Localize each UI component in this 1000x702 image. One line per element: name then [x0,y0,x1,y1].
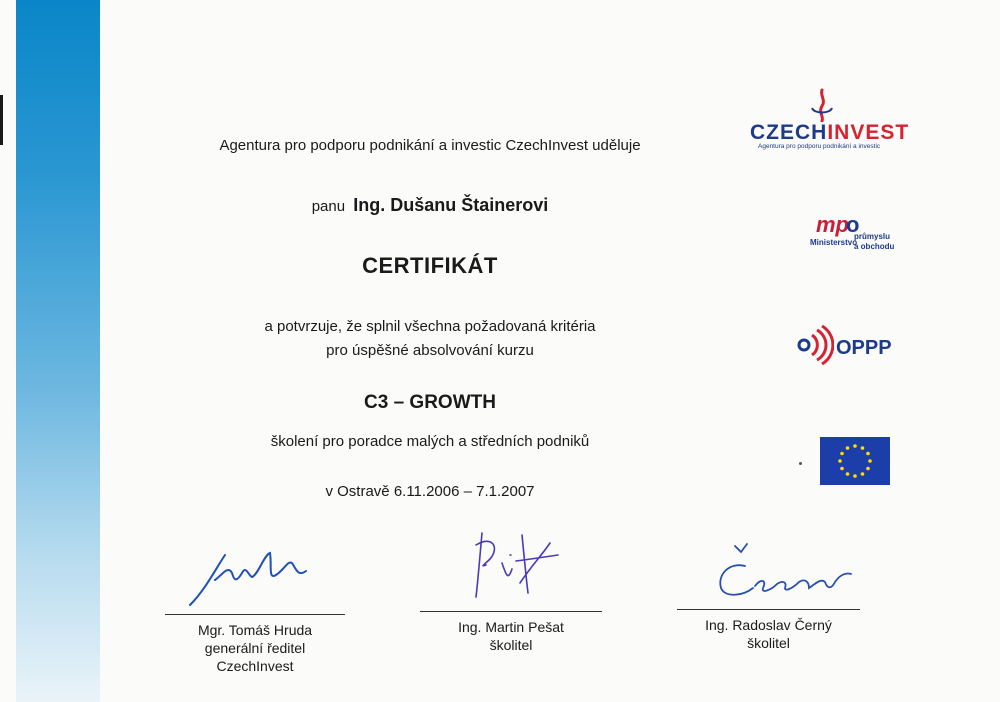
mpo-mp: mp [816,212,849,237]
oppp-label: OPPP [836,337,892,359]
eu-star-icon [853,474,857,478]
signature-block-2 [420,611,602,654]
mpo-o: o [846,212,860,237]
signature-line [420,611,602,612]
eu-star-icon [868,459,872,463]
signature-hruda-icon [180,535,320,610]
signatory-role: školitel [747,635,790,651]
eu-stars-icon [820,437,890,485]
confirm-line-2: pro úspěšné absolvování kurzu [326,342,534,359]
czechinvest-word1: CZECH [750,121,828,144]
signatory-role: školitel [489,637,533,653]
signature-block-3 [677,609,860,652]
mpo-text-2-3 [854,232,894,252]
recipient-name: Ing. Dušanu Štainerovi [353,195,549,215]
eu-star-icon [846,472,850,476]
signature-block-1 [165,614,345,675]
eu-star-icon [846,446,850,450]
salutation: panu [311,198,346,215]
oppp-emblem-icon [790,323,834,367]
eu-star-icon [861,472,865,476]
certificate-title: CERTIFIKÁT [362,253,498,278]
mpo-text-3: a obchodu [854,242,895,251]
eu-star-icon [840,452,844,456]
czechinvest-wordmark [750,121,909,145]
eu-star-icon [853,444,857,448]
signatory-name: Ing. Radoslav Černý [705,617,832,633]
mpo-text-1: Ministerstvo [810,238,858,247]
czechinvest-emblem-icon [808,88,836,122]
signatory-name: Ing. Martin Pešat [458,619,564,635]
signature-pesat-icon [462,525,572,605]
czechinvest-logo [742,88,910,152]
eu-star-icon [838,459,842,463]
signature-line [677,609,860,610]
confirmation-text [100,315,760,363]
recipient-line [100,195,760,216]
edge-mark [0,95,3,145]
blue-gradient-band [16,0,100,702]
signatory-role: generální ředitel [204,640,306,656]
confirm-line-1: a potvrzuje, že splnil všechna požadovaná kritéria [264,318,596,335]
eu-star-icon [866,452,870,456]
eu-flag-icon [820,437,890,485]
agency-line: Agentura pro podporu podnikání a investic CzechInvest uděluje [219,137,641,154]
speck [799,462,802,465]
mpo-logo [796,214,906,264]
course-name: C3 – GROWTH [364,392,496,413]
signatory-name: Mgr. Tomáš Hruda [197,622,313,638]
signatory-org: CzechInvest [216,658,294,674]
oppp-logo [790,323,910,373]
czechinvest-tagline: Agentura pro podporu podnikání a investic [758,143,881,150]
eu-star-icon [866,467,870,471]
mpo-text-2: průmyslu [854,232,891,241]
signature-line [165,614,345,615]
place-date: v Ostravě 6.11.2006 – 7.1.2007 [325,483,535,500]
czechinvest-word2: INVEST [827,121,910,144]
training-description: školení pro poradce malých a středních podniků [270,433,590,450]
eu-star-icon [840,467,844,471]
signature-cerny-icon [705,538,865,613]
eu-star-icon [861,446,865,450]
